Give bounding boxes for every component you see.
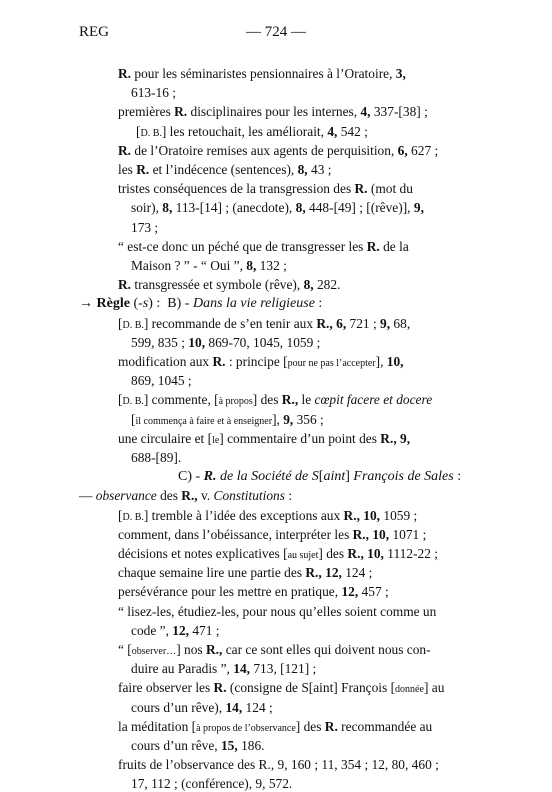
index-line: soir), 8, 113-[14] ; (anecdote), 8, 448-[49] ; [(rêve)], 9,: [131, 200, 424, 216]
index-line: → Règle (-s) : B) - Dans la vie religieuse :: [79, 296, 323, 312]
index-line: R. de l’Oratoire remises aux agents de perquisition, 6, 627 ;: [118, 142, 439, 158]
index-line: code ”, 12, 471 ;: [131, 622, 220, 638]
index-line: — observance des R., v. Constitutions :: [79, 488, 293, 504]
index-line: décisions et notes explicatives [au sujet] des R., 10, 1112-22 ;: [118, 546, 438, 561]
index-line: [D. B.] commente, [à propos] des R., le cœpit facere et docere: [118, 392, 433, 408]
index-line: cours d’un rêve, 15, 186.: [131, 738, 265, 753]
index-line: Maison ? ” - “ Oui ”, 8, 132 ;: [131, 258, 287, 273]
running-head: REG: [79, 24, 109, 40]
index-line: [D. B.] tremble à l’idée des exceptions aux R., 10, 1059 ;: [118, 507, 418, 523]
index-line: R. pour les séminaristes pensionnaires à l’Oratoire, 3,: [118, 66, 406, 81]
index-line: 688-[89].: [131, 450, 182, 465]
index-line: tristes conséquences de la transgression des R. (mot du: [118, 181, 413, 197]
index-line: “ lisez-les, étudiez-les, pour nous qu’elles soient comme un: [118, 603, 437, 619]
index-line: “ [observer…] nos R., car ce sont elles qui doivent nous con-: [118, 642, 431, 657]
index-line: [D. B.] les retouchait, les améliorait, 4, 542 ;: [136, 123, 368, 139]
index-line: [il commença à faire et à enseigner], 9, 356 ;: [131, 411, 324, 427]
index-line: faire observer les R. (consigne de S[aint] François [donnée] au: [118, 680, 445, 696]
page-number: — 724 —: [246, 24, 306, 40]
index-line: la méditation [à propos de l’observance] des R. recommandée au: [118, 718, 433, 734]
index-line: 17, 112 ; (conférence), 9, 572.: [131, 776, 293, 792]
index-line: C) - R. de la Société de S[aint] François de Sales :: [178, 469, 462, 485]
index-line: cours d’un rêve), 14, 124 ;: [131, 699, 273, 715]
index-line: duire au Paradis ”, 14, 713, [121] ;: [131, 661, 317, 677]
index-line: 869, 1045 ;: [131, 373, 192, 389]
index-line: premières R. disciplinaires pour les internes, 4, 337-[38] ;: [118, 104, 428, 120]
index-line: comment, dans l’obéissance, interpréter les R., 10, 1071 ;: [118, 526, 427, 542]
index-line: les R. et l’indécence (sentences), 8, 43 ;: [118, 162, 332, 177]
index-line: chaque semaine lire une partie des R., 12, 124 ;: [118, 565, 373, 581]
index-line: modification aux R. : principe [pour ne pas l’accepter], 10,: [118, 354, 404, 369]
index-line: persévérance pour les mettre en pratique, 12, 457 ;: [118, 584, 389, 600]
index-line: “ est-ce donc un péché que de transgresser les R. de la: [118, 238, 409, 254]
index-line: 173 ;: [131, 219, 159, 235]
index-line: 599, 835 ; 10, 869-70, 1045, 1059 ;: [131, 334, 321, 350]
index-line: [D. B.] recommande de s’en tenir aux R., 6, 721 ; 9, 68,: [118, 315, 411, 331]
index-line: 613-16 ;: [131, 85, 177, 101]
index-line: R. transgressée et symbole (rêve), 8, 282.: [118, 277, 341, 293]
index-line: fruits de l’observance des R., 9, 160 ; 11, 354 ; 12, 80, 460 ;: [118, 757, 439, 773]
index-line: une circulaire et [le] commentaire d’un point des R., 9,: [118, 430, 411, 446]
